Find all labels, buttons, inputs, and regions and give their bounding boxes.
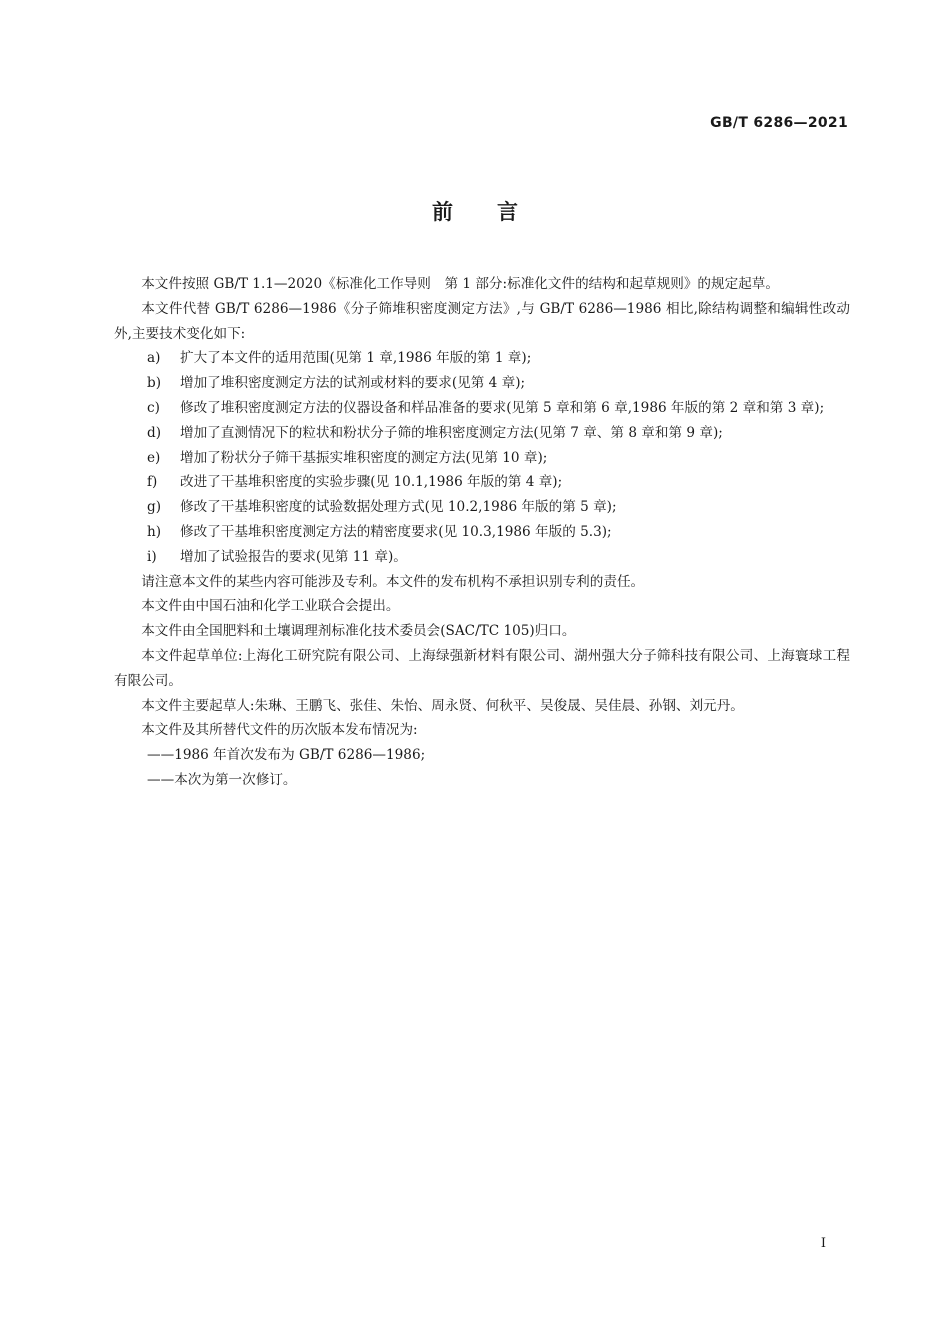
list-marker: b) <box>147 375 162 392</box>
list-item-text: 增加了堆积密度测定方法的试剂或材料的要求(见第 4 章); <box>180 375 526 392</box>
list-item <box>114 371 850 396</box>
standard-code: GB/T 6286—2021 <box>710 115 848 131</box>
list-item <box>114 446 850 471</box>
page-title: 前言 <box>432 200 562 224</box>
paragraph-patent-notice: 请注意本文件的某些内容可能涉及专利。本文件的发布机构不承担识别专利的责任。 <box>141 573 645 590</box>
list-marker: g) <box>147 499 162 516</box>
paragraph-history-intro: 本文件及其所替代文件的历次版本发布情况为: <box>141 722 418 739</box>
list-marker: i) <box>147 548 157 565</box>
list-item-text: 增加了试验报告的要求(见第 11 章)。 <box>180 548 407 565</box>
list-marker: a) <box>147 350 161 367</box>
list-item <box>114 495 850 520</box>
list-marker: e) <box>147 449 161 466</box>
list-item-text: 增加了粉状分子筛干基振实堆积密度的测定方法(见第 10 章); <box>180 449 548 466</box>
list-marker: f) <box>147 474 158 491</box>
list-item-text: 修改了干基堆积密度测定方法的精密度要求(见 10.3,1986 年版的 5.3); <box>180 523 612 540</box>
list-marker: d) <box>147 424 162 441</box>
paragraph-committee: 本文件由全国肥料和土壤调理剂标准化技术委员会(SAC/TC 105)归口。 <box>141 623 576 640</box>
list-item-text: 改进了干基堆积密度的实验步骤(见 10.1,1986 年版的第 4 章); <box>180 474 563 491</box>
paragraph-drafters: 本文件主要起草人:朱琳、王鹏飞、张佳、朱怡、周永贤、何秋平、吴俊晟、吴佳晨、孙钢、刘元丹。 <box>141 697 744 714</box>
history-item: ——1986 年首次发布为 GB/T 6286—1986; <box>147 747 426 764</box>
list-marker: h) <box>147 523 162 540</box>
list-item <box>114 346 850 371</box>
list-item <box>114 520 850 545</box>
list-item <box>114 396 850 421</box>
list-item <box>114 470 850 495</box>
list-item <box>114 421 850 446</box>
list-marker: c) <box>147 399 160 416</box>
paragraph-replacement: 本文件代替 GB/T 6286—1986《分子筛堆积密度测定方法》,与 GB/T 6286—1986 相比,除结构调整和编辑性改动外,主要技术变化如下: <box>114 300 850 342</box>
foreword-body <box>114 272 850 793</box>
list-item-text: 扩大了本文件的适用范围(见第 1 章,1986 年版的第 1 章); <box>180 350 532 367</box>
list-item-text: 修改了干基堆积密度的试验数据处理方式(见 10.2,1986 年版的第 5 章); <box>180 499 617 516</box>
history-item: ——本次为第一次修订。 <box>147 771 297 788</box>
list-item-text: 修改了堆积密度测定方法的仪器设备和样品准备的要求(见第 5 章和第 6 章,1986 年版的第 2 章和第 3 章); <box>180 399 825 416</box>
paragraph-drafting-units: 本文件起草单位:上海化工研究院有限公司、上海绿强新材料有限公司、湖州强大分子筛科技有限公司、上海寰球工程有限公司。 <box>114 647 850 689</box>
page-number: I <box>820 1236 826 1251</box>
paragraph-proposer: 本文件由中国石油和化学工业联合会提出。 <box>141 598 400 615</box>
list-item-text: 增加了直测情况下的粒状和粉状分子筛的堆积密度测定方法(见第 7 章、第 8 章和第 9 章); <box>180 424 723 441</box>
list-item <box>114 545 850 570</box>
paragraph-drafting-rules: 本文件按照 GB/T 1.1—2020《标准化工作导则 第 1 部分:标准化文件的结构和起草规则》的规定起草。 <box>141 276 779 292</box>
